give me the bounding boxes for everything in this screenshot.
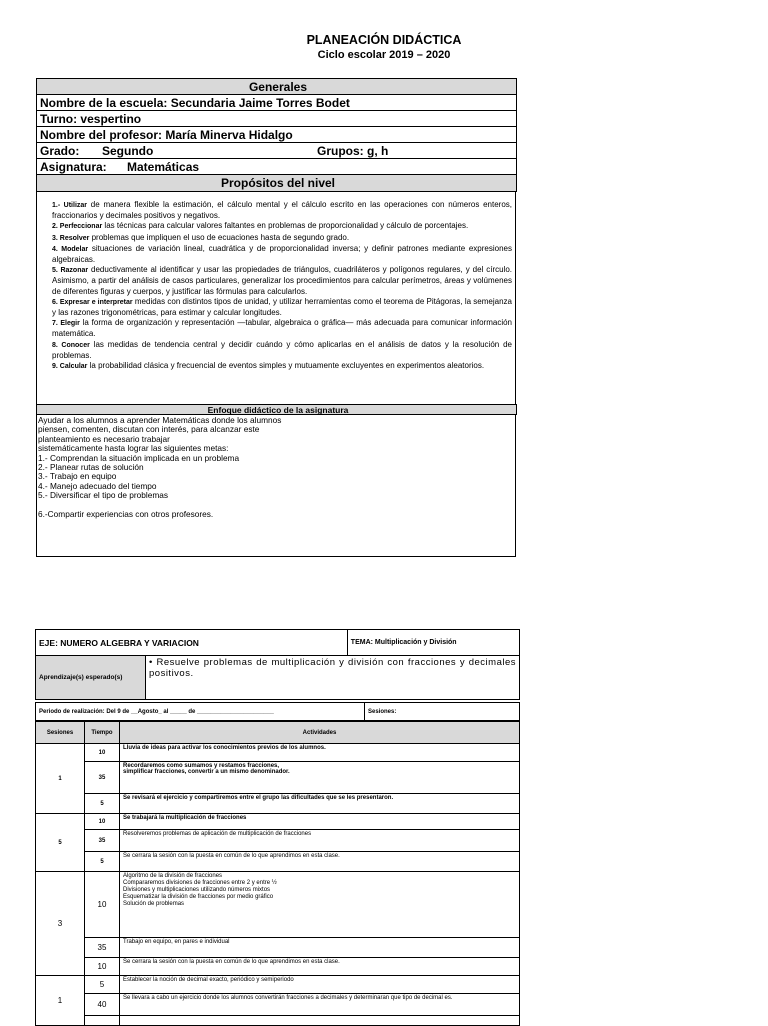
activity-cell: Se cerrara la sesión con la puesta en común de lo que aprendimos en esta clase.	[120, 958, 520, 976]
col-time: Tiempo	[85, 722, 120, 744]
activity-cell: Recordaremos como sumamos y restamos fracciones, simplificar fracciones, convertir a un mismo denominador.	[120, 762, 520, 794]
purpose-item: 6. Expresar e interpretar medidas con distintos tipos de unidad, y utilizar herramientas como el teorema de Pitágoras, la semejanza y las razones trigonométricas, para estimar y calcular longitudes.	[52, 296, 512, 318]
approach-line: sistemáticamente hasta lograr las siguientes metas:	[38, 443, 229, 454]
topic-cell: TEMA: Multiplicación y División	[347, 630, 519, 656]
grade-label: Grado:	[40, 144, 80, 158]
teacher-name: Nombre del profesor: María Minerva Hidalgo	[36, 126, 517, 143]
subject-label: Asignatura:	[40, 160, 107, 174]
activity-cell	[120, 1016, 520, 1026]
time-cell: 10	[85, 958, 120, 976]
activities-table	[35, 721, 520, 1026]
grade-row	[36, 142, 517, 159]
time-cell: 10	[85, 814, 120, 830]
approach-line: 2.- Planear rutas de solución	[38, 462, 144, 473]
activity-cell: Se cerrara la sesión con la puesta en común de lo que aprendimos en esta clase.	[120, 852, 520, 872]
purpose-item: 4. Modelar situaciones de variación lineal, cuadrática y de proporcionalidad inversa; y definir patrones mediante expresiones algebraicas.	[52, 243, 512, 265]
time-cell: 35	[85, 762, 120, 794]
school-name: Nombre de la escuela: Secundaria Jaime Torres Bodet	[36, 94, 517, 111]
approach-line: 3.- Trabajo en equipo	[38, 471, 117, 482]
page-subtitle: Ciclo escolar 2019 – 2020	[317, 49, 451, 61]
purposes-list	[52, 200, 512, 372]
time-cell: 40	[85, 994, 120, 1016]
col-sessions: Sesiones	[36, 722, 85, 744]
activity-cell: Trabajo en equipo, en pares e individual	[120, 938, 520, 958]
subject-value: Matemáticas	[127, 160, 200, 174]
time-cell	[85, 1016, 120, 1026]
approach-text	[38, 416, 508, 519]
purpose-item: 8. Conocer las medidas de tendencia central y decidir cuándo y cómo aplicarlas en el análisis de datos y la resolución de problemas.	[52, 339, 512, 360]
generales-heading: Generales	[36, 78, 517, 95]
purpose-item: 7. Elegir la forma de organización y representación —tabular, algebraica o gráfica— más adecuada para comunicar información matemática.	[52, 318, 513, 339]
time-cell: 5	[85, 794, 120, 814]
activity-cell: Se llevara a cabo un ejercicio donde los alumnos convertirán fracciones a decimales y determinaran que tipo de decimal es.	[120, 994, 520, 1016]
purpose-item: 9. Calcular la probabilidad clásica y frecuencial de eventos simples y mutuamente excluyentes en experimentos aleatorios.	[52, 361, 485, 371]
session-cell: 5	[36, 814, 85, 872]
time-cell: 35	[85, 938, 120, 958]
activity-cell: Lluvia de ideas para activar los conocimientos previos de los alumnos.	[120, 744, 520, 762]
approach-line: 1.- Comprendan la situación implicada en un problema	[38, 452, 240, 463]
groups: Grupos: g, h	[317, 144, 389, 158]
activity-cell: Se revisará el ejercicio y compartiremos entre el grupo las dificultades que se les presentaron.	[120, 794, 520, 814]
period-cell: Periodo de realización: Del 9 de __Agosto_ al _____ de _______________________	[36, 703, 365, 721]
grade-value: Segundo	[102, 144, 154, 158]
time-cell: 5	[85, 976, 120, 994]
approach-heading: Enfoque didáctico de la asignatura	[36, 404, 517, 415]
sessions-cell: Sesiones:	[365, 703, 520, 721]
purpose-item: 5. Razonar deductivamente al identificar y usar las propiedades de triángulos, cuadriláteros y polígonos regulares, y del círculo. Asimismo, a partir del análisis de casos particulares, generalizar los procedimientos para calcular perímetros, áreas y volúmenes de diferentes figuras y cuerpos, y justificar las fórmulas para calcularlos.	[52, 265, 513, 296]
time-cell: 10	[85, 744, 120, 762]
approach-line: 6.-Compartir experiencias con otros profesores.	[38, 509, 214, 520]
expected-learning-label: Aprendizaje(s) esperado(s)	[36, 656, 146, 700]
time-cell: 5	[85, 852, 120, 872]
shift: Turno: vespertino	[36, 110, 517, 127]
expected-learning-text: • Resuelve problemas de multiplicación y división con fracciones y decimales positivos.	[146, 656, 520, 700]
approach-line: 5.- Diversificar el tipo de problemas	[38, 490, 169, 501]
approach-line: planteamiento es necesario trabajar	[38, 433, 170, 444]
purpose-item: 1.- Utilizar de manera flexible la estimación, el cálculo mental y el cálculo escrito en las operaciones con números enteros, fraccionarios y decimales positivos y negativos.	[52, 200, 513, 221]
activity-cell: Algoritmo de la división de fracciones Compararemos divisiones de fracciones entre 2 y entre ½ Divisiones y multiplicaciones utilizando números mixtos Esquematizar la división de fracciones por medio gráfico Solución de problemas	[120, 872, 520, 938]
time-cell: 10	[85, 872, 120, 938]
plan-header-table	[35, 629, 520, 700]
purposes-heading: Propósitos del nivel	[36, 174, 517, 192]
approach-line: 4.- Manejo adecuado del tiempo	[38, 480, 157, 491]
axis-cell: EJE: NUMERO ALGEBRA Y VARIACION	[36, 630, 348, 656]
period-table	[35, 702, 520, 721]
activity-cell: Establecer la noción de decimal exacto, periódico y semiperiodo	[120, 976, 520, 994]
subject-row	[36, 158, 517, 175]
purpose-item: 2. Perfeccionar las técnicas para calcular valores faltantes en problemas de proporcionalidad y cálculo de porcentajes.	[52, 221, 469, 231]
session-cell: 3	[36, 872, 85, 976]
session-cell: 1	[36, 976, 85, 1026]
time-cell: 35	[85, 830, 120, 852]
activity-cell: Se trabajará la multiplicación de fracciones	[120, 814, 520, 830]
purpose-item: 3. Resolver problemas que impliquen el uso de ecuaciones hasta de segundo grado.	[52, 232, 350, 242]
approach-line: Ayudar a los alumnos a aprender Matemáticas donde los alumnos	[38, 415, 282, 425]
page-title: PLANEACIÓN DIDÁCTICA	[306, 33, 462, 47]
col-activities: Actividades	[120, 722, 520, 744]
activity-cell: Resolveremos problemas de aplicación de multiplicación de fracciones	[120, 830, 520, 852]
approach-line: piensen, comenten, discutan con interés, para alcanzar este	[38, 424, 260, 435]
session-cell: 1	[36, 744, 85, 814]
